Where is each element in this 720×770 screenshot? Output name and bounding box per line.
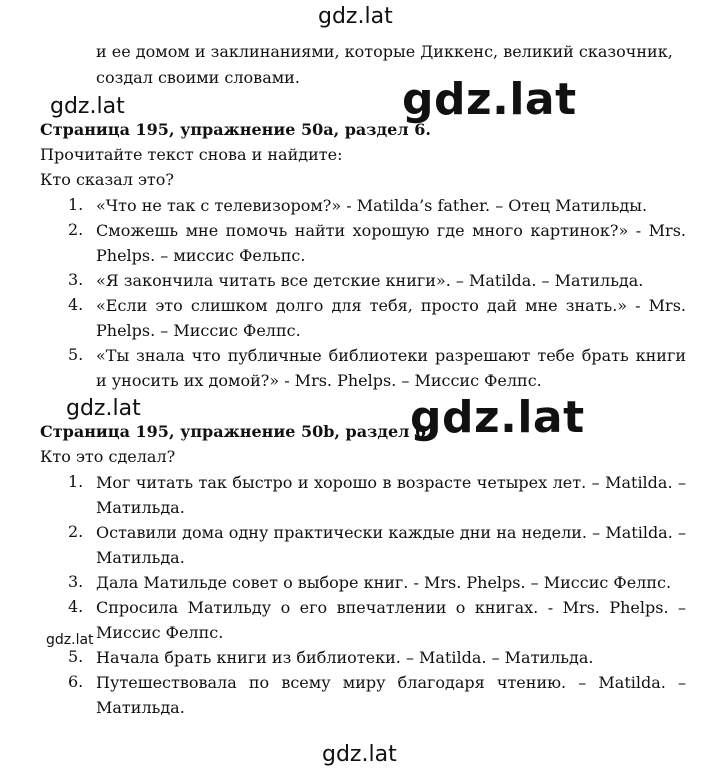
list-item-text: Оставили дома одну практически каждые дни на недели. – Matilda. – Матильда. <box>96 523 686 567</box>
list-item-text: Путешествовала по всему миру благодаря чтению. – Matilda. – Матильда. <box>96 673 686 717</box>
list-item-number: 3. <box>68 572 84 591</box>
watermark-top: gdz.lat <box>318 4 393 29</box>
watermark-big-2: gdz.lat <box>410 392 585 443</box>
list-item-number: 3. <box>68 270 84 289</box>
section-a-instruction-2: Кто сказал это? <box>40 170 174 189</box>
watermark-tiny: gdz.lat <box>46 632 94 648</box>
intro-line-2: создал своими словами. <box>96 68 300 87</box>
list-item-number: 2. <box>68 220 84 239</box>
watermark-left-2: gdz.lat <box>66 396 141 421</box>
list-item-number: 1. <box>68 195 84 214</box>
list-item-text: Спросила Матильду о его впечатлении о книгах. - Mrs. Phelps. – Миссис Фелпс. <box>96 598 686 642</box>
list-item-text: Сможешь мне помочь найти хорошую где много картинок?» - Mrs. Phelps. – миссис Фельпс. <box>96 221 686 265</box>
section-b-heading: Страница 195, упражнение 50b, раздел 6. <box>40 422 432 441</box>
intro-line-1: и ее домом и заклинаниями, которые Диккенс, великий сказочник, <box>96 42 673 61</box>
section-b-instruction: Кто это сделал? <box>40 447 176 466</box>
list-item-text: Дала Матильде совет о выборе книг. - Mrs. Phelps. – Миссис Фелпс. <box>96 573 672 592</box>
list-item-text: «Ты знала что публичные библиотеки разрешают тебе брать книги и уносить их домой?» - Mrs. Phelps. – Миссис Фелпс. <box>96 346 686 390</box>
list-item-number: 5. <box>68 345 84 364</box>
list-item-number: 6. <box>68 672 84 691</box>
list-item-text: Начала брать книги из библиотеки. – Matilda. – Матильда. <box>96 648 594 667</box>
list-item-number: 4. <box>68 597 84 616</box>
section-a-heading: Страница 195, упражнение 50а, раздел 6. <box>40 120 431 139</box>
list-item-text: «Я закончила читать все детские книги». – Matilda. – Матильда. <box>96 271 644 290</box>
section-a-instruction-1: Прочитайте текст снова и найдите: <box>40 145 343 164</box>
watermark-big-1: gdz.lat <box>402 74 577 125</box>
list-item-text: «Если это слишком долго для тебя, просто дай мне знать.» - Mrs. Phelps. – Миссис Фелпс. <box>96 296 686 340</box>
watermark-left-1: gdz.lat <box>50 94 125 119</box>
list-item-number: 5. <box>68 647 84 666</box>
list-item-number: 4. <box>68 295 84 314</box>
watermark-bottom: gdz.lat <box>322 742 397 767</box>
list-item-number: 1. <box>68 472 84 491</box>
list-item-text: Мог читать так быстро и хорошо в возрасте четырех лет. – Matilda. – Матильда. <box>96 473 686 517</box>
list-item-number: 2. <box>68 522 84 541</box>
list-item-text: «Что не так с телевизором?» - Matilda’s father. – Отец Матильды. <box>96 196 648 215</box>
